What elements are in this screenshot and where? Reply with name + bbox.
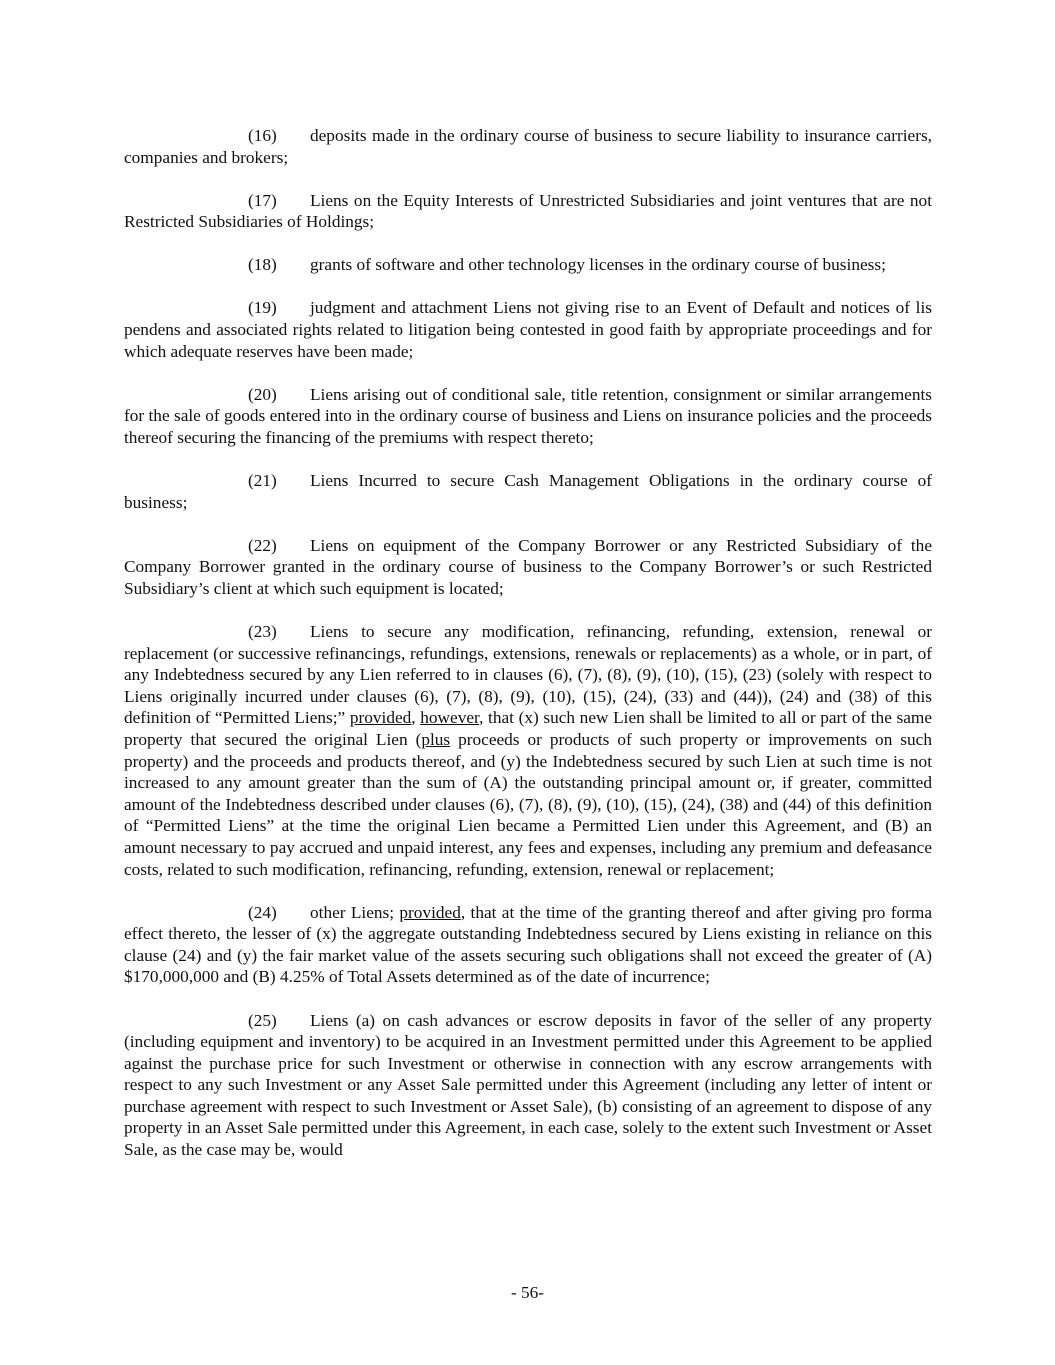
- provided-term: provided: [349, 708, 412, 728]
- clause-text: , that (x) such new Lien shall be limited to all or part of the same property that secured the original Lien (: [124, 708, 933, 749]
- clause-text: grants of software and other technology licenses in the ordinary course of business;: [310, 255, 886, 275]
- clause-number: (23): [248, 622, 277, 641]
- clause-number: (20): [248, 384, 277, 404]
- clause-text: proceeds or products of such property or improvements on such property) and the proceeds and products thereof, and (y) the Indebtedness secured by such Lien at such time is not increased to any amount greater than the sum of (A) the outstanding principal amount or, if greater, committed amount of the Indebtedness described under clauses (6), (7), (8), (9), (10), (15), (24), (38) and (44) of this definition of “Permitted Liens” at the time the original Lien became a Permitted Lien under this Agreement, and (B) an amount necessary to pay accrued and unpaid interest, any fees and expenses, including any premium and defeasance costs, related to such modification, refinancing, refunding, extension, renewal or replacement;: [124, 729, 932, 879]
- page-body: [124, 125, 932, 1182]
- clause-number: (21): [248, 471, 277, 491]
- clause-text: , that at the time of the granting thereof and after giving pro forma effect thereto, the lesser of (x) the aggregate outstanding Indebtedness secured by Liens existing in reliance on this clause (24) and (y) the fair market value of the assets securing such obligations shall not exceed the greater of (A) $170,000,000 and (B) 4.25% of Total Assets determined as of the date of incurrence;: [124, 902, 933, 987]
- clause-16: [124, 125, 932, 168]
- clause-19: [124, 297, 932, 362]
- clause-text: Liens arising out of conditional sale, title retention, consignment or similar arrangements for the sale of goods entered into in the ordinary course of business and Liens on insurance policies and the proceeds thereof securing the financing of the premiums with respect thereto;: [124, 384, 932, 447]
- page-number: - 56-: [510, 1283, 545, 1302]
- clause-18: [124, 254, 932, 276]
- clause-23: [124, 621, 932, 880]
- clause-text: other Liens;: [310, 902, 400, 922]
- clause-number: (19): [248, 298, 277, 318]
- clause-20: [124, 384, 932, 449]
- clause-number: (22): [248, 535, 277, 555]
- clause-text: Liens Incurred to secure Cash Management Obligations in the ordinary course of business;: [124, 471, 932, 512]
- however-term: however: [420, 708, 480, 728]
- clause-number: (25): [248, 1010, 277, 1030]
- clause-number: (16): [248, 126, 277, 145]
- clause-24: [124, 902, 932, 988]
- clause-text: Liens (a) on cash advances or escrow deposits in favor of the seller of any property (including equipment and inventory) to be acquired in an Investment permitted under this Agreement to be applied against the purchase price for such Investment or otherwise in connection with any escrow arrangements with respect to any such Investment or any Asset Sale permitted under this Agreement (including any letter of intent or purchase agreement with respect to such Investment or Asset Sale), (b) consisting of an agreement to dispose of any property in an Asset Sale permitted under this Agreement, in each case, solely to the extent such Investment or Asset Sale, as the case may be, would: [124, 1010, 932, 1160]
- clause-number: (17): [248, 190, 277, 210]
- clause-25: [124, 1010, 932, 1161]
- plus-term: plus: [421, 729, 451, 749]
- clause-number: (24): [248, 902, 277, 922]
- clause-text: ,: [411, 708, 421, 728]
- clause-text: judgment and attachment Liens not giving rise to an Event of Default and notices of lis pendens and associated rights related to litigation being contested in good faith by appropriate proceedings and for which adequate reserves have been made;: [124, 298, 932, 361]
- provided-term: provided: [399, 902, 461, 922]
- clause-text: deposits made in the ordinary course of business to secure liability to insurance carriers, companies and brokers;: [124, 126, 932, 167]
- clause-text: Liens on the Equity Interests of Unrestricted Subsidiaries and joint ventures that are not Restricted Subsidiaries of Holdings;: [124, 190, 932, 232]
- clause-text: Liens to secure any modification, refinancing, refunding, extension, renewal or replacement (or successive refinancings, refundings, extensions, renewals or replacements) as a whole, or in part, of any Indebtedness secured by any Lien referred to in clauses (6), (7), (8), (9), (10), (15), (23) (solely with respect to Liens originally incurred under clauses (6), (7), (8), (9), (10), (15), (24), (33) and (44)), (24) and (38) of this definition of “Permitted Liens;”: [124, 622, 932, 728]
- clause-number: (18): [248, 255, 277, 275]
- clause-22: [124, 535, 932, 600]
- clause-text: Liens on equipment of the Company Borrower or any Restricted Subsidiary of the Company Borrower granted in the ordinary course of business to the Company Borrower’s or such Restricted Subsidiary’s client at which such equipment is located;: [124, 535, 932, 598]
- clause-17: [124, 190, 932, 233]
- clause-21: [124, 470, 932, 513]
